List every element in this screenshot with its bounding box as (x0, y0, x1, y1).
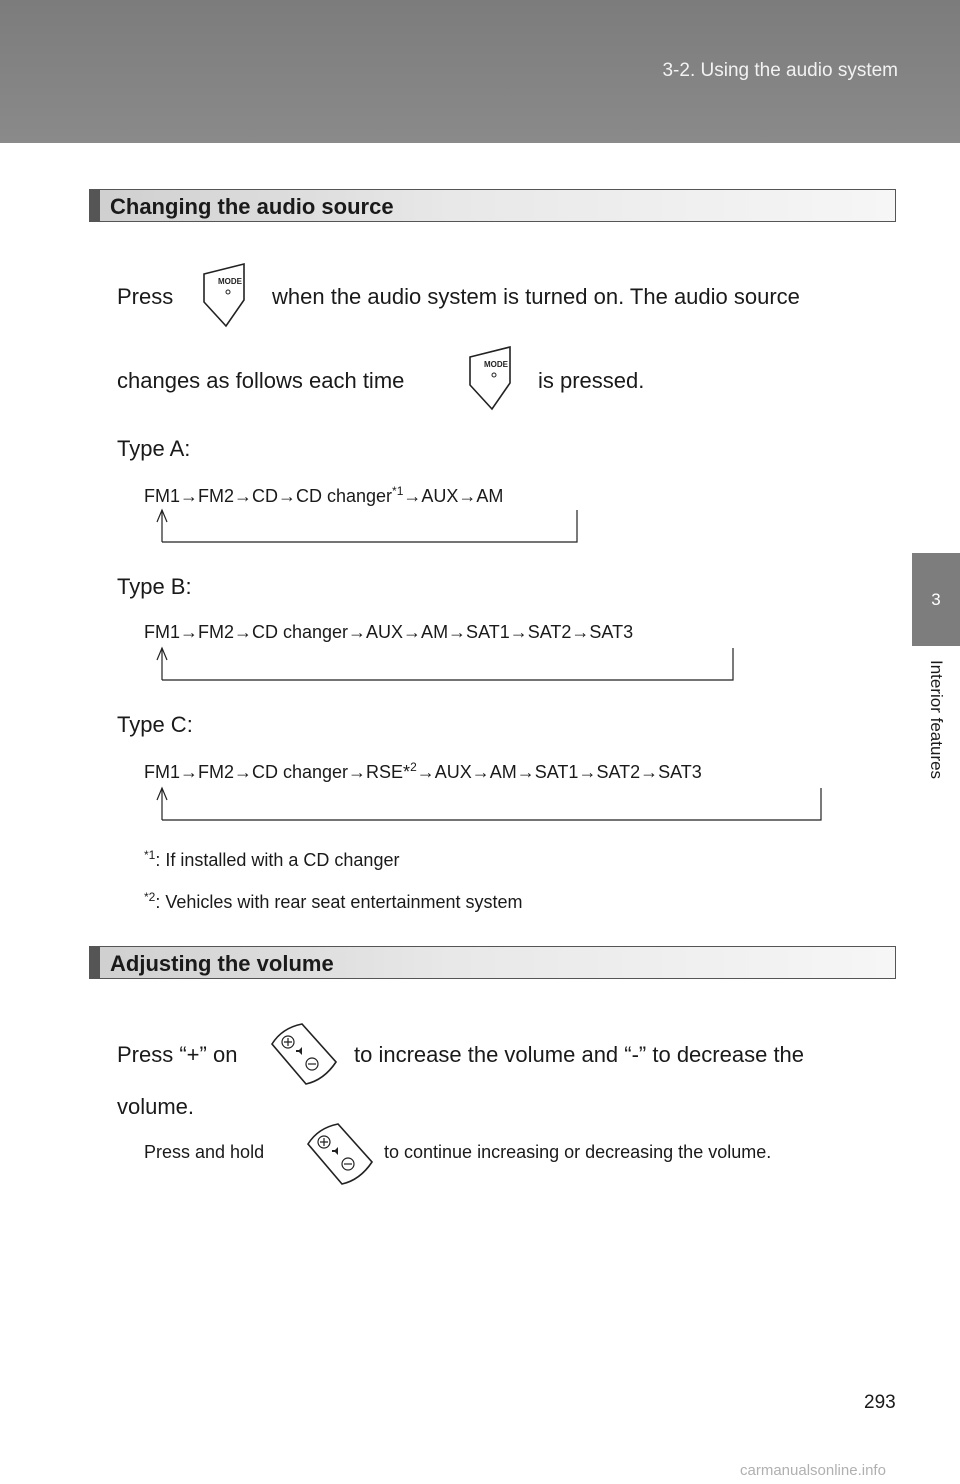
heading-text: Adjusting the volume (110, 951, 334, 976)
type-b-label: Type B: (117, 574, 192, 599)
footnote-2: $^{*2}$: Vehicles with rear seat entertainment system (144, 890, 523, 912)
page-header (0, 0, 960, 143)
hint-text: to continue increasing or decreasing the volume. (384, 1142, 772, 1162)
body-text: changes as follows each time (117, 368, 405, 393)
section-heading-audio-source (89, 189, 896, 222)
body-text: volume. (117, 1094, 195, 1119)
mode-button-icon (466, 345, 516, 411)
volume-button-icon (304, 1122, 376, 1186)
body-text: when the audio system is turned on. The audio source (272, 284, 800, 309)
volume-button-icon (268, 1022, 340, 1086)
page-number: 293 (864, 1392, 896, 1413)
type-b-loop-line (162, 648, 733, 680)
hint-text: Press and hold (144, 1142, 265, 1162)
type-a-sequence: FM1→FM2→CD→CD changer$^{*1}$→AUX→AM (144, 484, 504, 506)
svg-text:MODE: MODE (218, 277, 242, 286)
type-c-arrowhead (157, 788, 167, 800)
heading-text: Changing the audio source (110, 194, 394, 219)
type-c-loop-line (162, 788, 821, 820)
type-a-label: Type A: (117, 436, 191, 461)
type-a-arrowhead (157, 510, 167, 522)
body-text: Press (117, 284, 174, 309)
body-text: to increase the volume and “-” to decrease the (354, 1042, 805, 1067)
body-text: Press “+” on (117, 1042, 238, 1067)
svg-text:MODE: MODE (484, 360, 508, 369)
chapter-label: Interior features (927, 660, 946, 780)
section-heading-volume (89, 946, 896, 979)
chapter-number: 3 (931, 589, 941, 609)
heading-bar (90, 190, 100, 221)
footnote-1: $^{*1}$: If installed with a CD changer (144, 848, 400, 870)
type-c-label: Type C: (117, 712, 193, 737)
mode-button-icon (200, 262, 250, 328)
type-b-arrowhead (157, 648, 167, 660)
type-c-sequence: FM1→FM2→CD changer→RSE*$^2$→AUX→AM→SAT1→SAT2→SAT3 (144, 760, 702, 782)
chapter-tab (912, 553, 960, 646)
body-text: is pressed. (538, 368, 645, 393)
watermark: carmanualsonline.info (740, 1462, 886, 1479)
section-title: 3-2. Using the audio system (662, 60, 898, 81)
type-a-loop-line (162, 510, 577, 542)
type-b-sequence: FM1→FM2→CD changer→AUX→AM→SAT1→SAT2→SAT3 (144, 622, 634, 642)
heading-bar (90, 947, 100, 978)
